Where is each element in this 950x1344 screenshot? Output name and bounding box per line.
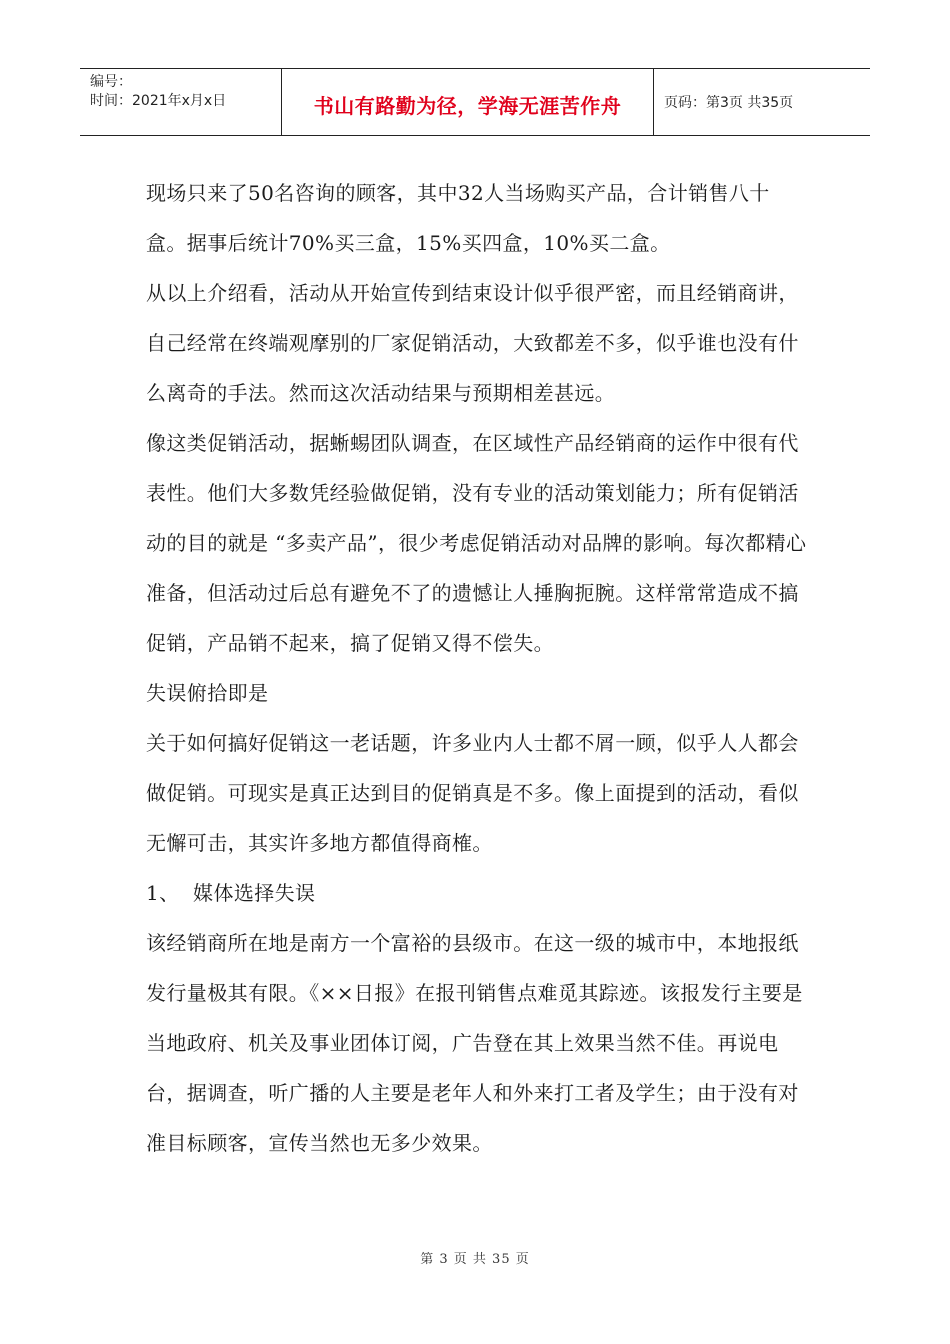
paragraph: 关于如何搞好促销这一老话题，许多业内人士都不屑一顾，似乎人人都会做促销。可现实是真正达到目的促销真是不多。像上面提到的活动，看似无懈可击，其实许多地方都值得商榷。 bbox=[146, 731, 799, 855]
section-heading: 失误俯拾即是 bbox=[146, 681, 269, 705]
paragraph: 像这类促销活动，据蜥蜴团队调查，在区域性产品经销商的运作中很有代表性。他们大多数凭经验做促销，没有专业的活动策划能力；所有促销活动的目的就是 “多卖产品”，很少考虑促销活动对品牌的影响。每次都精心准备，但活动过后总有避免不了的遗憾让人捶胸扼腕。这样常常造成不搞促销，产品销不起来，搞了促销又得不偿失。 bbox=[146, 431, 807, 655]
paragraph: 从以上介绍看，活动从开始宣传到结束设计似乎很严密，而且经销商讲，自己经常在终端观摩别的厂家促销活动，大致都差不多，似乎谁也没有什么离奇的手法。然而这次活动结果与预期相差甚远。 bbox=[146, 281, 799, 405]
page-header bbox=[80, 68, 870, 136]
header-motto-cell bbox=[282, 69, 654, 135]
paragraph: 现场只来了50名咨询的顾客，其中32人当场购买产品，合计销售八十盒。据事后统计70%买三盒，15%买四盒，10%买二盒。 bbox=[146, 181, 770, 255]
page-footer: 第 3 页 共 35 页 bbox=[420, 1252, 530, 1267]
paragraph: 该经销商所在地是南方一个富裕的县级市。在这一级的城市中，本地报纸发行量极其有限。《××日报》在报刊销售点难觅其踪迹。该报发行主要是当地政府、机关及事业团体订阅，广告登在其上效果当然不佳。再说电台，据调查，听广播的人主要是老年人和外来打工者及学生；由于没有对准目标顾客，宣传当然也无多少效果。 bbox=[146, 931, 803, 1155]
header-page-info: 页码：第3页 共35页 bbox=[664, 95, 794, 111]
document-body bbox=[146, 168, 810, 1168]
header-motto: 书山有路勤为径，学海无涯苦作舟 bbox=[313, 93, 622, 118]
numbered-heading: 1、 媒体选择失误 bbox=[146, 881, 316, 905]
header-page-cell bbox=[654, 69, 870, 135]
header-meta bbox=[80, 69, 282, 135]
document-time-label: 时间：2021年x月x日 bbox=[90, 93, 227, 109]
document-number-label: 编号： bbox=[90, 74, 132, 90]
